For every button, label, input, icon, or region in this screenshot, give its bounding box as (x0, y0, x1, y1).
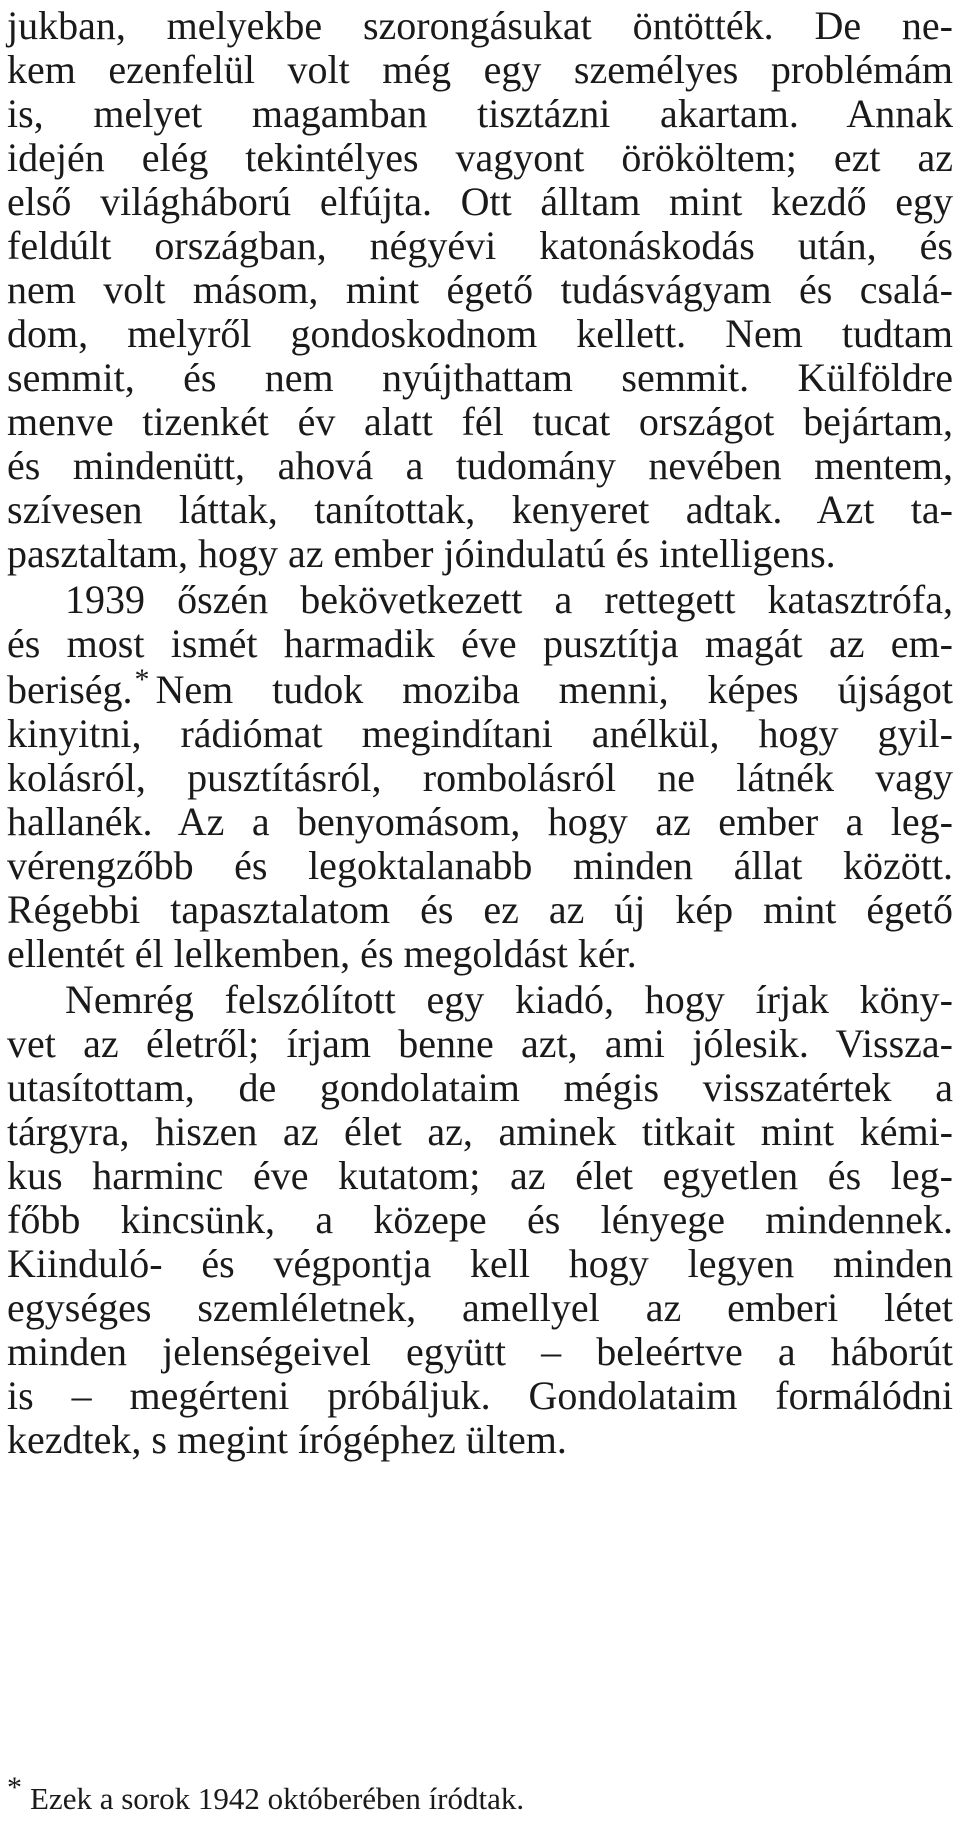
footnote-text: Ezek a sorok 1942 októberében íródtak. (30, 1781, 525, 1816)
text-line: idején elég tekintélyes vagyont örököltem; ezt az (7, 135, 953, 180)
text-line: és mindenütt, ahová a tudomány nevében mentem, (7, 443, 953, 488)
text-line: is, melyet magamban tisztázni akartam. Annak (7, 91, 953, 136)
text-line: nem volt másom, mint égető tudásvágyam és csalá- (7, 267, 953, 312)
text-line: és most ismét harmadik éve pusztítja magát az em- (7, 621, 953, 666)
text-line: főbb kincsünk, a közepe és lényege mindennek. (7, 1197, 953, 1242)
book-page (7, 0, 953, 1825)
text-line: utasítottam, de gondolataim mégis visszatértek a (7, 1065, 953, 1110)
text-line: szívesen láttak, tanítottak, kenyeret adtak. Azt ta- (7, 487, 953, 532)
text-line: egységes szemléletnek, amellyel az emberi létet (7, 1285, 953, 1330)
text-line: jukban, melyekbe szorongásukat öntötték. De ne- (7, 3, 953, 48)
text-line: hallanék. Az a benyomásom, hogy az ember a leg- (7, 799, 953, 844)
text-line: minden jelenségeivel együtt – beleértve a háborút (7, 1329, 953, 1374)
text-line: Régebbi tapasztalatom és ez az új kép mint égető (7, 887, 953, 932)
paragraph-start-line: 1939 őszén bekövetkezett a rettegett katasztrófa, (65, 577, 953, 622)
text-line: semmit, és nem nyújthattam semmit. Külföldre (7, 355, 953, 400)
paragraph-start-line: Nemrég felszólított egy kiadó, hogy írjak köny- (65, 977, 953, 1022)
text-line: kus harminc éve kutatom; az élet egyetlen és leg- (7, 1153, 953, 1198)
text-line: kem ezenfelül volt még egy személyes problémám (7, 47, 953, 92)
text-line: vet az életről; írjam benne azt, ami jólesik. Vissza- (7, 1021, 953, 1066)
text-line: kinyitni, rádiómat megindítani anélkül, hogy gyil- (7, 711, 953, 756)
text-line: kezdtek, s megint írógéphez ültem. (7, 1417, 567, 1462)
text-line: menve tizenkét év alatt fél tucat országot bejártam, (7, 399, 953, 444)
text-line: kolásról, pusztításról, rombolásról ne látnék vagy (7, 755, 953, 800)
text-line: vérengzőbb és legoktalanabb minden állat között. (7, 843, 953, 888)
text-line: ellentét él lelkemben, és megoldást kér. (7, 931, 637, 976)
line-end: Nem tudok moziba menni, képes újságot (155, 667, 953, 712)
text-line: dom, melyről gondoskodnom kellett. Nem tudtam (7, 311, 953, 356)
text-line: első világháború elfújta. Ott álltam mint kezdő egy (7, 179, 953, 224)
text-line: feldúlt országban, négyévi katonáskodás után, és (7, 223, 953, 268)
footnote-marker: * (134, 663, 150, 696)
footnote-marker: * (7, 1771, 22, 1804)
footnote (7, 1773, 524, 1825)
text-line: tárgyra, hiszen az élet az, aminek titkait mint kémi- (7, 1109, 953, 1154)
text-line: is – megérteni próbáljuk. Gondolataim formálódni (7, 1373, 953, 1418)
text-line: pasztaltam, hogy az ember jóindulatú és intelligens. (7, 531, 836, 576)
line-start: beriség.* (7, 664, 156, 716)
text-line: Kiinduló- és végpontja kell hogy legyen minden (7, 1241, 953, 1286)
